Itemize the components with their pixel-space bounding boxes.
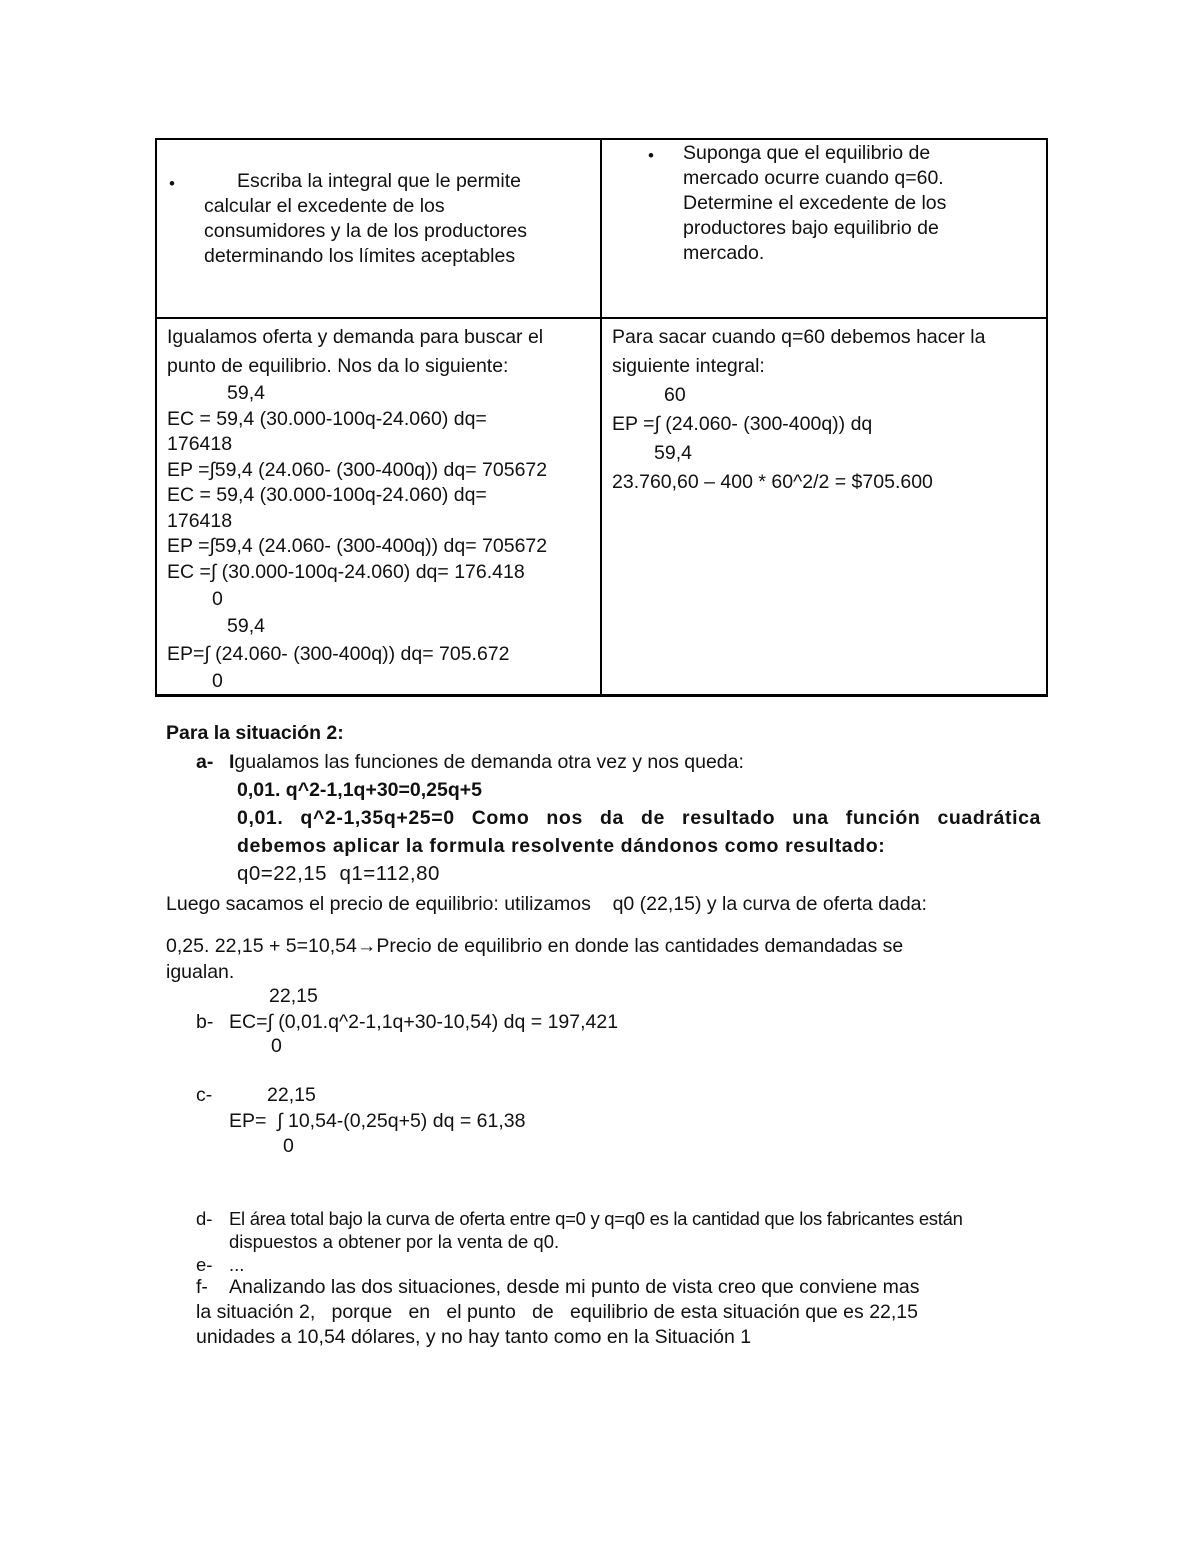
answer-line: punto de equilibrio. Nos da lo siguiente: (167, 355, 509, 377)
question-1-text: Escriba la integral que le permite calcular el excedente de los consumidores y la de los productores determinando los límites aceptables (204, 170, 527, 267)
answer-line: 59,4 (654, 442, 692, 464)
item-f-line-2: la situación 2, porque en el punto de equilibrio de esta situación que es 22,15 (196, 1301, 918, 1323)
answer-line: EP=∫ (24.060- (300-400q)) dq= 705.672 (167, 642, 510, 665)
question-cell-2 (601, 139, 1047, 318)
answer-line: EP =∫ (24.060- (300-400q)) dq (612, 413, 873, 435)
answer-line: 23.760,60 – 400 * 60^2/2 = $705.600 (612, 471, 933, 493)
item-b-upper-limit: 22,15 (269, 985, 318, 1007)
answer-line: EC =∫ (30.000-100q-24.060) dq= 176.418 (167, 560, 525, 583)
questions-table (155, 138, 1048, 697)
price-line-1: 0,25. 22,15 + 5=10,54→Precio de equilibrio en donde las cantidades demandadas se (166, 935, 904, 957)
answer-line: EC = 59,4 (30.000-100q-24.060) dq= (167, 484, 487, 506)
answer-line: 59,4 (227, 615, 265, 637)
item-f-label: f- (196, 1276, 208, 1298)
answer-line: Para sacar cuando q=60 debemos hacer la (612, 326, 986, 348)
answer-cell-2 (601, 318, 1047, 696)
item-d-line-2: dispuestos a obtener por la venta de q0. (229, 1231, 560, 1252)
item-d-line-1: El área total bajo la curva de oferta entre q=0 y q=q0 es la cantidad que los fabricantes están (229, 1208, 963, 1229)
item-a-label: a- (196, 751, 214, 773)
item-b-text: EC=∫ (0,01.q^2-1,1q+30-10,54) dq = 197,421 (229, 1011, 619, 1033)
item-c-label: c- (196, 1084, 213, 1106)
item-a-text: Igualamos las funciones de demanda otra vez y nos queda: (229, 751, 744, 773)
question-cell-1 (156, 139, 601, 318)
answer-2 (602, 319, 1046, 497)
question-2-text: Suponga que el equilibrio de mercado ocurre cuando q=60. Determine el excedente de los productores bajo equilibrio de mercado. (683, 142, 947, 264)
equation-2-line-2: debemos aplicar la formula resolvente dándonos como resultado: (237, 835, 886, 857)
section-heading: Para la situación 2: (166, 722, 344, 744)
luego-text: Luego sacamos el precio de equilibrio: utilizamos q0 (22,15) y la curva de oferta dada: (166, 893, 927, 915)
answer-line: 0 (212, 588, 223, 610)
answer-line: 0 (212, 669, 223, 692)
table-row (156, 139, 1047, 318)
item-e-text: ... (229, 1254, 245, 1275)
item-f-line-1: Analizando las dos situaciones, desde mi punto de vista creo que conviene mas (229, 1276, 920, 1298)
item-b-label: b- (196, 1011, 214, 1033)
answer-line: 176418 (167, 509, 233, 532)
answer-line: EP =∫59,4 (24.060- (300-400q)) dq= 705672 (167, 535, 548, 557)
item-e-label: e- (196, 1254, 213, 1275)
bullet-icon: • (169, 174, 175, 193)
item-c-lower-limit: 0 (283, 1135, 294, 1157)
table-row (156, 318, 1047, 696)
answer-line: Igualamos oferta y demanda para buscar el (167, 326, 544, 348)
item-c-text: EP= ∫ 10,54-(0,25q+5) dq = 61,38 (229, 1110, 526, 1132)
item-d-label: d- (196, 1208, 213, 1229)
bullet-icon: • (648, 146, 654, 165)
answer-line: 60 (664, 384, 686, 406)
item-c-upper-limit: 22,15 (267, 1084, 316, 1106)
item-f-line-3: unidades a 10,54 dólares, y no hay tanto como en la Situación 1 (196, 1326, 752, 1348)
arrow-right-icon: → (356, 935, 377, 957)
answer-cell-1 (156, 318, 601, 696)
answer-line: siguiente integral: (612, 355, 765, 377)
price-line-2: igualan. (166, 961, 235, 983)
roots-result: q0=22,15 q1=112,80 (237, 862, 440, 885)
answer-line: 59,4 (227, 382, 265, 404)
equation-2-line-1: 0,01. q^2-1,35q+25=0 Como nos da de resultado una función cuadrática (237, 807, 1041, 829)
answer-line: 176418 (167, 433, 233, 455)
answer-line: EC = 59,4 (30.000-100q-24.060) dq= (167, 407, 487, 430)
equation-1: 0,01. q^2-1,1q+30=0,25q+5 (237, 779, 483, 801)
item-b-lower-limit: 0 (271, 1035, 282, 1057)
answer-line: EP =∫59,4 (24.060- (300-400q)) dq= 705672 (167, 458, 548, 481)
answer-1 (157, 319, 600, 694)
